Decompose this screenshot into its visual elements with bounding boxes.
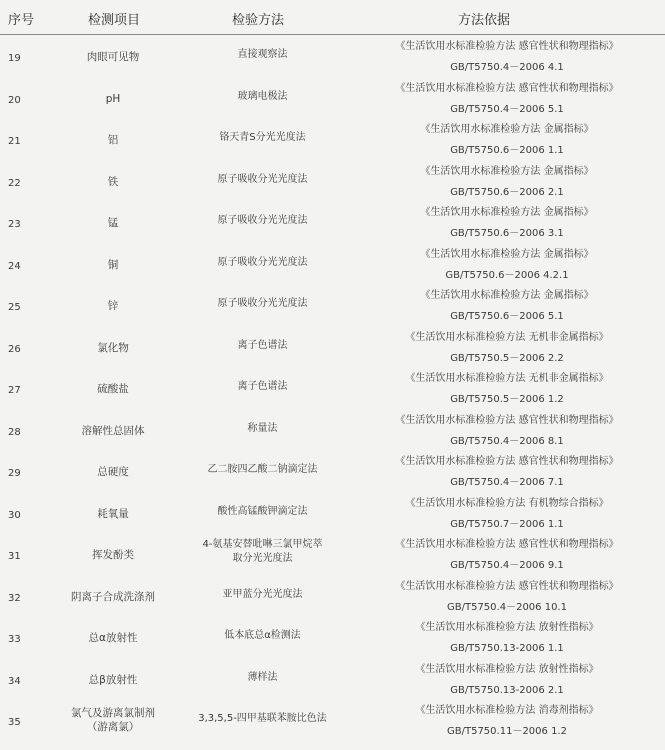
row-no: 31	[8, 551, 21, 562]
row-method: 3,3,5,5-四甲基联苯胺比色法	[198, 713, 327, 724]
row-basis	[352, 161, 662, 203]
row-basis-standard: 《生活饮用水标准检验方法 感官性状和物理指标》	[395, 580, 619, 592]
row-item: 耗氧量	[97, 507, 129, 520]
row-method: 直接观察法	[237, 49, 288, 60]
row-method: 称量法	[247, 422, 278, 434]
row-basis-standard: 《生活饮用水标准检验方法 感官性状和物理指标》	[395, 456, 619, 467]
row-no: 33	[8, 634, 21, 645]
row-basis-standard: 《生活饮用水标准检验方法 无机非金属指标》	[405, 373, 609, 384]
row-basis-code: GB/T5750.6－2006 3.1	[450, 228, 564, 239]
row-basis	[352, 244, 662, 286]
row-no: 27	[8, 385, 21, 396]
row-method: 酸性高锰酸钾滴定法	[217, 505, 308, 517]
row-method: 乙二胺四乙酸二钠滴定法	[207, 464, 318, 475]
row-basis-standard: 《生活饮用水标准检验方法 放射性指标》	[415, 663, 599, 675]
row-basis-code: GB/T5750.4－2006 10.1	[447, 601, 567, 613]
row-no: 24	[8, 260, 21, 272]
row-basis	[352, 36, 662, 78]
row-no: 35	[8, 717, 21, 728]
header-basis: 方法依据	[458, 13, 511, 28]
row-item: 铜	[107, 258, 119, 271]
row-item	[58, 706, 168, 734]
row-item: 总β放射性	[88, 673, 138, 686]
row-basis-code: GB/T5750.4－2006 9.1	[450, 560, 564, 571]
row-basis	[352, 576, 662, 618]
row-method: 离子色谱法	[237, 381, 288, 392]
row-method: 玻璃电极法	[237, 90, 288, 102]
row-basis	[352, 451, 662, 493]
row-no: 22	[8, 177, 21, 189]
row-basis-standard: 《生活饮用水标准检验方法 感官性状和物理指标》	[395, 41, 619, 52]
row-no: 28	[8, 426, 21, 438]
row-basis-standard: 《生活饮用水标准检验方法 感官性状和物理指标》	[395, 414, 619, 426]
row-item: 硫酸盐	[97, 383, 129, 395]
row-item-line1: 氯气及游离氯制剂	[71, 707, 155, 719]
row-item: 氯化物	[97, 341, 129, 354]
row-no: 30	[8, 509, 21, 521]
row-basis	[352, 700, 662, 742]
row-method-line2: 取分光光度法	[232, 553, 293, 564]
row-item: 溶解性总固体	[81, 424, 145, 437]
row-no: 21	[8, 136, 21, 147]
row-basis-code: GB/T5750.13-2006 2.1	[450, 684, 564, 696]
row-no: 29	[8, 468, 21, 479]
row-item: 总α放射性	[88, 632, 138, 644]
row-basis-standard: 《生活饮用水标准检验方法 金属指标》	[420, 124, 594, 135]
row-basis	[352, 368, 662, 410]
row-item: 铁	[107, 175, 119, 188]
row-basis-code: GB/T5750.6－2006 1.1	[450, 145, 564, 156]
row-basis	[352, 617, 662, 659]
header-item: 检测项目	[88, 13, 141, 28]
row-method: 薄样法	[247, 671, 278, 683]
row-no: 34	[8, 675, 21, 687]
row-item: 锌	[107, 300, 119, 312]
row-basis-standard: 《生活饮用水标准检验方法 金属指标》	[420, 290, 594, 301]
row-basis-standard: 《生活饮用水标准检验方法 消毒剂指标》	[415, 705, 599, 716]
row-item: 锰	[107, 217, 119, 229]
row-basis-code: GB/T5750.4－2006 7.1	[450, 477, 564, 488]
row-basis-code: GB/T5750.11－2006 1.2	[447, 726, 567, 737]
table-header	[0, 0, 665, 35]
row-item: 挥发酚类	[92, 549, 134, 561]
row-basis-code: GB/T5750.4－2006 8.1	[450, 435, 564, 447]
row-no: 23	[8, 219, 21, 230]
row-basis-standard: 《生活饮用水标准检验方法 放射性指标》	[415, 622, 599, 633]
row-method: 原子吸收分光光度法	[217, 173, 308, 185]
row-item-line2: （游离氯）	[86, 721, 140, 733]
row-method: 原子吸收分光光度法	[217, 215, 308, 226]
row-method: 低本底总α检测法	[224, 630, 301, 641]
row-method: 原子吸收分光光度法	[217, 298, 308, 309]
row-method: 铬天青S分光光度法	[219, 132, 306, 143]
row-no: 32	[8, 592, 21, 604]
row-method: 原子吸收分光光度法	[217, 256, 308, 268]
row-basis-code: GB/T5750.4－2006 5.1	[450, 103, 564, 115]
row-basis	[352, 534, 662, 576]
row-no: 19	[8, 53, 21, 64]
row-no: 20	[8, 94, 21, 106]
row-basis-standard: 《生活饮用水标准检验方法 金属指标》	[420, 165, 594, 177]
row-basis-standard: 《生活饮用水标准检验方法 感官性状和物理指标》	[395, 82, 619, 94]
row-basis-code: GB/T5750.13-2006 1.1	[450, 643, 564, 654]
header-no: 序号	[8, 13, 35, 28]
row-basis-standard: 《生活饮用水标准检验方法 感官性状和物理指标》	[395, 539, 619, 550]
row-method: 离子色谱法	[237, 339, 288, 351]
row-basis-code: GB/T5750.5－2006 1.2	[450, 394, 564, 405]
row-item: 肉眼可见物	[86, 51, 140, 63]
row-basis-standard: 《生活饮用水标准检验方法 金属指标》	[420, 207, 594, 218]
row-basis-standard: 《生活饮用水标准检验方法 有机物综合指标》	[405, 497, 609, 509]
row-basis-code: GB/T5750.6－2006 4.2.1	[445, 269, 569, 281]
row-basis	[352, 493, 662, 535]
row-item: 铝	[107, 134, 119, 146]
row-method	[175, 538, 350, 566]
row-method: 亚甲蓝分光光度法	[222, 588, 303, 600]
row-basis-code: GB/T5750.5－2006 2.2	[450, 352, 564, 364]
row-item: 阴离子合成洗涤剂	[71, 590, 155, 603]
row-basis	[352, 78, 662, 120]
row-basis	[352, 410, 662, 452]
row-basis-code: GB/T5750.6－2006 2.1	[450, 186, 564, 198]
row-basis-code: GB/T5750.6－2006 5.1	[450, 311, 564, 322]
row-method-line1: 4-氨基安替吡啉三氯甲烷萃	[202, 539, 323, 550]
row-item: 总硬度	[97, 466, 129, 478]
row-item: pH	[105, 92, 121, 105]
row-basis	[352, 285, 662, 327]
row-basis-standard: 《生活饮用水标准检验方法 金属指标》	[420, 248, 594, 260]
row-no: 25	[8, 302, 21, 313]
row-basis-standard: 《生活饮用水标准检验方法 无机非金属指标》	[405, 331, 609, 343]
row-basis-code: GB/T5750.4－2006 4.1	[450, 62, 564, 73]
header-method: 检验方法	[232, 13, 285, 28]
row-basis-code: GB/T5750.7－2006 1.1	[450, 518, 564, 530]
row-basis	[352, 659, 662, 701]
row-no: 26	[8, 343, 21, 355]
row-basis	[352, 327, 662, 369]
row-basis	[352, 119, 662, 161]
row-basis	[352, 202, 662, 244]
